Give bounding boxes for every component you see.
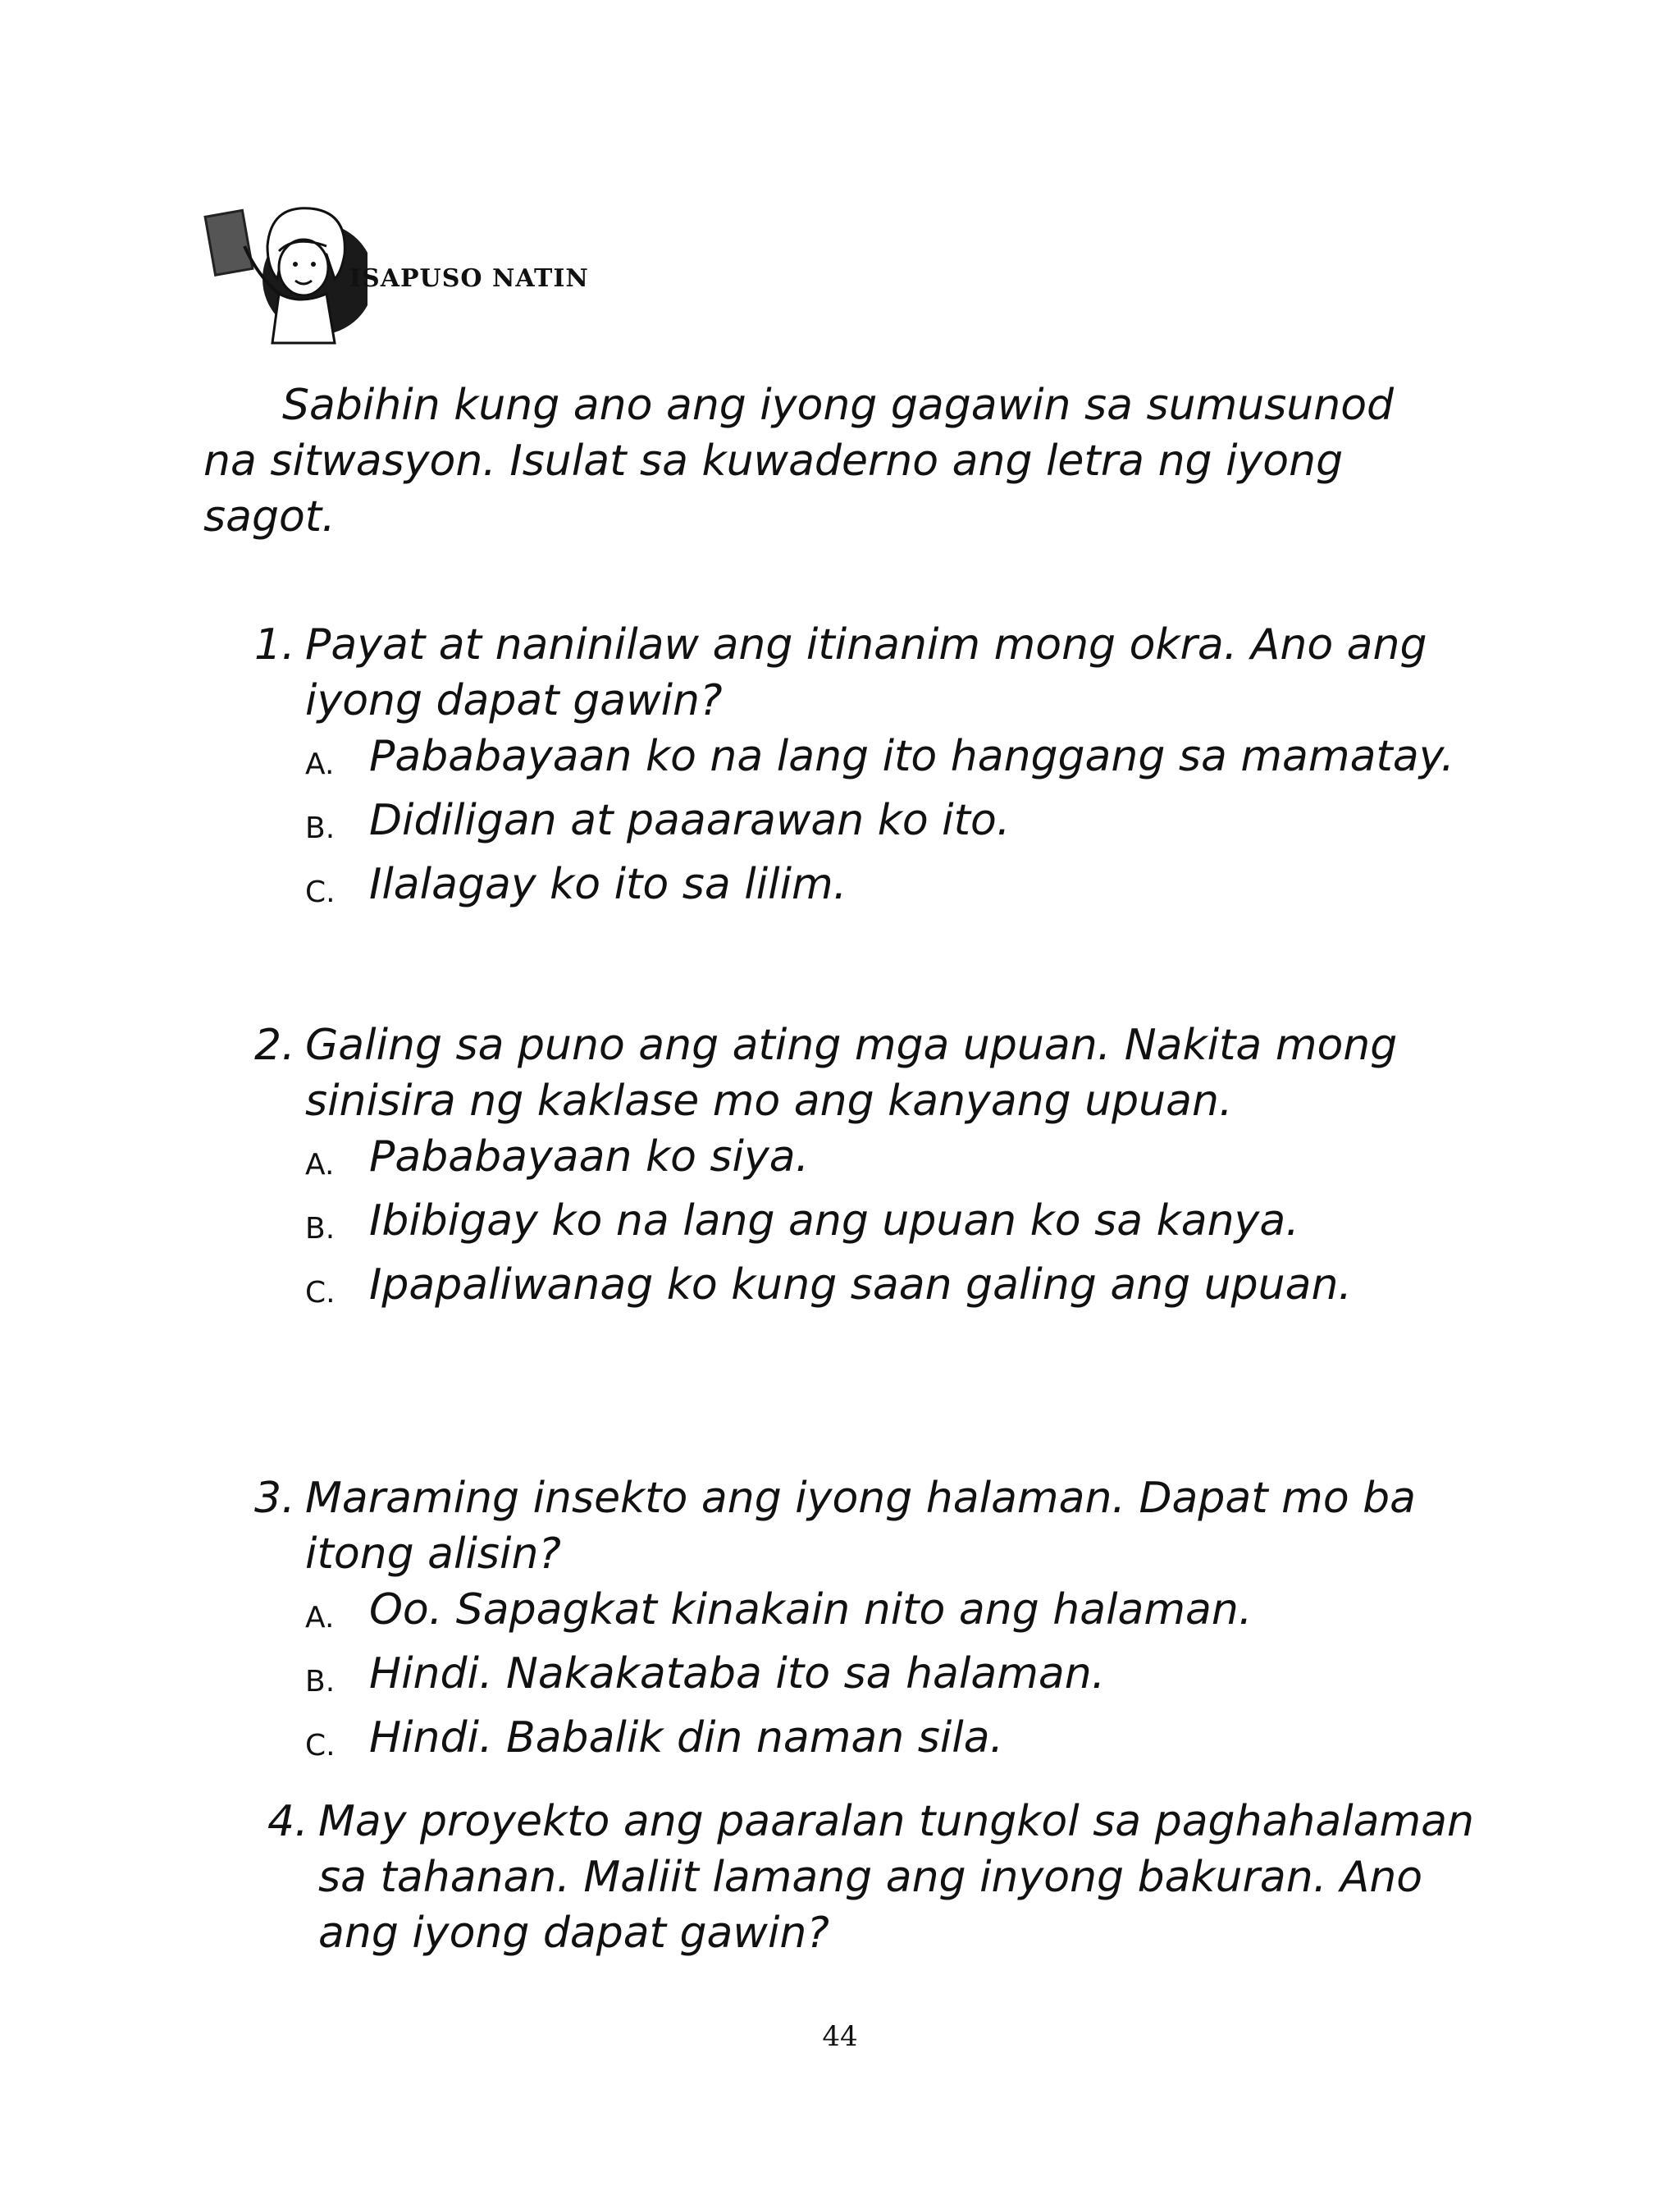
question-text: Galing sa puno ang ating mga upuan. Nakita mong sinisira ng kaklase mo ang kanyang upuan. <box>305 1021 1398 1126</box>
choice-text: Ibibigay ko na lang ang upuan ko sa kanya. <box>369 1196 1299 1246</box>
choice-c <box>305 1257 1485 1321</box>
choice-text: Didiligan at paaarawan ko ito. <box>369 796 1011 845</box>
choice-b <box>305 793 1485 857</box>
question-text: Maraming insekto ang iyong halaman. Dapat mo ba itong alisin? <box>305 1474 1417 1579</box>
choice-letter: A. <box>305 1601 335 1634</box>
choice-letter: A. <box>305 1148 335 1182</box>
page-number: 44 <box>822 2020 858 2053</box>
choice-text: Oo. Sapagkat kinakain nito ang halaman. <box>369 1585 1253 1634</box>
choice-text: Hindi. Nakakataba ito sa halaman. <box>369 1649 1106 1699</box>
choice-text: Pababayaan ko siya. <box>369 1132 810 1182</box>
instructions <box>203 377 1434 545</box>
choice-list <box>254 1582 1485 1774</box>
choice-letter: A. <box>305 748 335 781</box>
question-number: 3. <box>254 1474 295 1523</box>
choice-b <box>305 1193 1485 1257</box>
choice-letter: C. <box>305 876 336 909</box>
choice-a <box>305 1582 1485 1646</box>
section-title: ISAPUSO NATIN <box>349 264 589 293</box>
choice-letter: B. <box>305 1212 336 1246</box>
choice-a <box>305 1129 1485 1193</box>
choice-list <box>254 1129 1485 1321</box>
question-2 <box>254 1017 1485 1321</box>
choice-a <box>305 729 1485 793</box>
question-number: 1. <box>254 620 295 670</box>
question-3 <box>254 1470 1485 1774</box>
question-number: 4. <box>267 1797 308 1846</box>
choice-letter: B. <box>305 1665 336 1699</box>
choice-list <box>254 729 1485 921</box>
choice-letter: C. <box>305 1276 336 1310</box>
choice-letter: B. <box>305 812 336 845</box>
choice-text: Pababayaan ko na lang ito hanggang sa mamatay. <box>369 732 1454 781</box>
instructions-text: Sabihin kung ano ang iyong gagawin sa sumusunod na sitwasyon. Isulat sa kuwaderno ang letra ng iyong sagot. <box>203 381 1395 542</box>
choice-c <box>305 1710 1485 1774</box>
choice-text: Hindi. Babalik din naman sila. <box>369 1713 1004 1763</box>
choice-c <box>305 857 1485 921</box>
question-text: May proyekto ang paaralan tungkol sa paghahalaman sa tahanan. Maliit lamang ang inyong bakuran. Ano ang iyong dapat gawin? <box>318 1797 1475 1958</box>
section-header <box>203 197 597 345</box>
question-text: Payat at naninilaw ang itinanim mong okra. Ano ang iyong dapat gawin? <box>305 620 1427 725</box>
choice-letter: C. <box>305 1729 336 1763</box>
question-number: 2. <box>254 1021 295 1070</box>
choice-text: Ilalagay ko ito sa lilim. <box>369 860 847 909</box>
choice-text: Ipapaliwanag ko kung saan galing ang upuan. <box>369 1260 1352 1310</box>
girl-reading-logo-icon <box>203 197 368 345</box>
question-1 <box>254 617 1485 921</box>
choice-b <box>305 1646 1485 1710</box>
question-4 <box>267 1794 1498 1961</box>
